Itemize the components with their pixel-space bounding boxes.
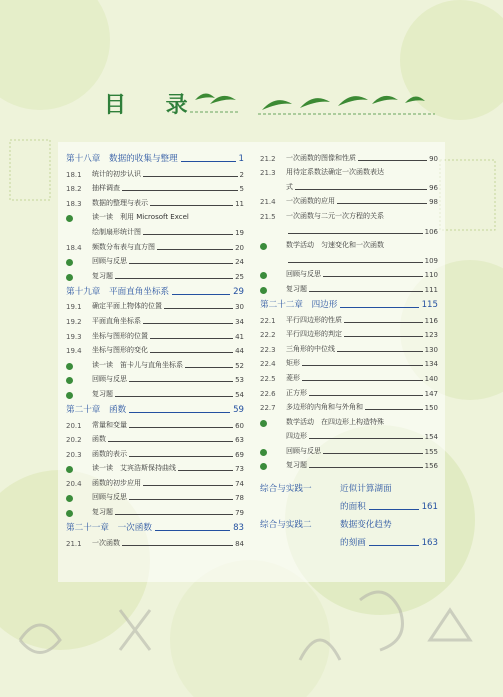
leader-line [150,205,233,206]
leader-line [143,176,238,177]
page-number: 98 [429,198,438,207]
leader-line [302,380,423,381]
entry-title: 函数的初步应用 [92,478,141,487]
entry-title: 数据的整理与表示 [92,198,148,207]
toc-entry[interactable] [260,192,438,207]
entry-title: 矩形 [286,359,300,368]
leaf-icon [66,274,92,281]
page-number: 63 [235,436,244,445]
entry-title: 平面直角坐标系 [92,316,141,325]
page-number: 79 [235,509,244,518]
leader-line [309,438,423,439]
toc-entry[interactable] [260,398,438,413]
toc-entry[interactable] [66,297,244,312]
entry-title: 复习题 [286,461,307,470]
leaf-icon-shape [66,466,73,473]
toc-entry[interactable] [260,163,438,178]
section-number: 20.3 [66,450,82,459]
page-number: 29 [233,286,244,297]
chapter-title: 第十八章 数据的收集与整理 [66,154,178,164]
toc-chapter[interactable] [66,517,244,533]
leader-line [115,514,233,515]
entry-title: 一次函数的应用 [286,197,335,206]
section-number: 18.4 [66,243,82,252]
page-number: 11 [235,199,244,208]
leader-line [108,441,233,442]
leader-line [115,396,233,397]
toc-entry[interactable] [66,444,244,459]
page-number: 69 [235,450,244,459]
section-number: 21.5 [260,212,276,221]
page-number: 96 [429,183,438,192]
page-number: 161 [421,502,438,513]
page-number: 84 [235,539,244,548]
toc-chapter[interactable] [66,399,244,415]
section-number: 18.2 [66,185,82,194]
section-number: 20.4 [66,479,82,488]
leader-line [358,160,427,161]
toc-entry[interactable] [66,326,244,341]
leader-line [340,307,418,308]
page-number: 59 [233,404,244,415]
leader-line [337,351,423,352]
practice-label: 综合与实践一 [260,484,312,495]
practice-title: 数据变化趋势 [340,520,392,531]
leader-line [323,453,423,454]
entry-title: 数学活动 在四边形上构造特殊 [286,417,384,426]
practice-entry[interactable] [260,512,438,530]
page-number: 130 [424,345,438,354]
page-number: 140 [424,374,438,383]
page-number: 147 [424,389,438,398]
leader-line [129,263,233,264]
entry-title: 正方形 [286,388,307,397]
entry-title: 函数 [92,435,106,444]
toc-entry[interactable] [260,177,438,192]
leader-line [129,412,230,413]
leader-line [157,249,233,250]
section-number: 22.3 [260,345,276,354]
practice-label: 综合与实践二 [260,520,312,531]
entry-title: 数学活动 匀速变化和一次函数 [286,241,384,250]
entry-title: 绘制扇形统计图 [92,227,141,236]
toc-entry[interactable] [66,430,244,445]
leader-line [309,467,423,468]
leaf-icon [66,363,92,370]
leaf-icon-shape [260,243,267,250]
toc-entry[interactable] [66,164,244,179]
leaf-icon-shape [260,272,267,279]
page-number: 154 [424,433,438,442]
page-number: 134 [424,360,438,369]
toc-entry[interactable] [260,250,438,265]
entry-title: 读一读 艾宾浩斯保持曲线 [92,464,176,473]
toc-entry[interactable] [260,339,438,354]
page-number: 111 [424,285,438,294]
entry-title: 一次函数 [92,538,120,547]
page-number: 41 [235,332,244,341]
toc-entry[interactable] [260,148,438,163]
toc-entry[interactable] [66,311,244,326]
leader-line [122,190,238,191]
entry-title: 平行四边形的性质 [286,315,342,324]
entry-title: 回顾与反思 [92,375,127,384]
entry-title: 坐标与图形的位置 [92,331,148,340]
entry-title: 菱形 [286,373,300,382]
page-number: 1 [238,154,244,164]
toc-entry[interactable] [260,221,438,236]
page-number: 83 [233,523,244,534]
leaf-icon-shape [66,215,73,222]
entry-title: 回顾与反思 [286,270,321,279]
entry-title: 坐标与图形的变化 [92,346,148,355]
entry-title: 一次函数与二元一次方程的关系 [286,211,384,220]
leaf-icon [260,420,286,427]
page-number: 156 [424,462,438,471]
entry-title: 回顾与反思 [92,257,127,266]
practice-entry[interactable] [260,476,438,494]
section-number: 21.4 [260,198,276,207]
toc-entry[interactable] [66,355,244,370]
leader-line [344,322,423,323]
leaf-icon [66,466,92,473]
leader-line [115,278,233,279]
page-number: 78 [235,494,244,503]
entry-title: 回顾与反思 [92,493,127,502]
leaf-icon [260,272,286,279]
toc-entry[interactable] [66,384,244,399]
leader-line [164,308,233,309]
leaf-icon-shape [260,287,267,294]
entry-title: 常量和变量 [92,420,127,429]
section-number: 20.1 [66,421,82,430]
leaf-icon [66,495,92,502]
leader-line [288,262,423,263]
leaf-icon [260,243,286,250]
section-number: 21.1 [66,539,82,548]
section-number: 22.2 [260,331,276,340]
entry-title: 回顾与反思 [286,446,321,455]
toc-entry[interactable] [66,193,244,208]
leader-line [143,485,233,486]
entry-title: 一次函数的图像和性质 [286,153,356,162]
leader-line [369,509,419,510]
toc-right-column [260,148,438,548]
toc-entry[interactable] [66,266,244,281]
section-number: 22.6 [260,389,276,398]
leader-line [172,294,230,295]
toc-entry[interactable] [260,427,438,442]
entry-title: 平行四边形的判定 [286,330,342,339]
page-number: 110 [424,271,438,280]
section-number: 20.2 [66,436,82,445]
leader-line [323,276,423,277]
page-number: 150 [424,404,438,413]
leader-line [129,499,233,500]
leaf-icon-shape [66,259,73,266]
toc-entry[interactable] [66,208,244,223]
page-number: 116 [424,316,438,325]
leader-line [185,367,233,368]
leaf-icon-shape [66,495,73,502]
leader-line [129,427,233,428]
leader-line [155,530,230,531]
toc-entry[interactable] [260,456,438,471]
section-number: 22.7 [260,404,276,413]
toc-entry[interactable] [66,459,244,474]
page-number: 155 [424,447,438,456]
page-number: 123 [424,331,438,340]
entry-title: 四边形 [286,432,307,441]
entry-title: 复习题 [286,284,307,293]
section-number: 22.5 [260,374,276,383]
leaf-icon-shape [66,363,73,370]
leader-line [143,323,233,324]
leader-line [365,409,423,410]
page-number: 74 [235,479,244,488]
toc-entry[interactable] [260,368,438,383]
toc-entry[interactable] [66,415,244,430]
leaf-icon-shape [260,420,267,427]
leader-line [369,545,419,546]
practice-title: 近似计算湖面 [340,484,392,495]
toc-entry[interactable] [66,502,244,517]
section-number: 19.2 [66,317,82,326]
page-number: 52 [235,361,244,370]
practice-entry-cont[interactable] [260,530,438,548]
leaf-icon [66,259,92,266]
section-number: 19.3 [66,332,82,341]
toc-entry[interactable] [66,252,244,267]
leader-line [302,365,423,366]
toc-entry[interactable] [66,533,244,548]
entry-title: 复习题 [92,508,113,517]
practice-title-cont: 的面积 [340,502,366,513]
page-title: 目 录 [104,92,204,118]
leader-line [178,470,233,471]
entry-title: 式 [286,182,293,191]
leaf-icon [66,392,92,399]
toc-left-column [66,148,244,548]
page-number: 115 [421,299,438,310]
entry-title: 三角形的中位线 [286,344,335,353]
entry-title: 读一读 笛卡儿与直角坐标系 [92,360,183,369]
practice-entry-cont[interactable] [260,494,438,512]
page-number: 60 [235,421,244,430]
entry-title: 读一读 利用 Microsoft Excel [92,213,189,222]
leaf-icon-shape [260,463,267,470]
leaf-icon [66,510,92,517]
entry-title: 频数分布表与直方图 [92,242,155,251]
page-number: 20 [235,243,244,252]
chapter-title: 第十九章 平面直角坐标系 [66,286,170,297]
entry-title: 多边形的内角和与外角和 [286,403,363,412]
leaf-icon-shape [66,274,73,281]
entry-title: 确定平面上物体的位置 [92,302,162,311]
page-number: 30 [235,303,244,312]
toc-entry[interactable] [66,179,244,194]
leaf-icon-shape [66,510,73,517]
leaf-icon [66,215,92,222]
leader-line [129,381,233,382]
toc-entry[interactable] [260,206,438,221]
toc-entry[interactable] [260,310,438,325]
page-number: 54 [235,390,244,399]
leaf-icon [66,377,92,384]
page-number: 24 [235,258,244,267]
page-number: 19 [235,228,244,237]
leaf-icon-shape [66,377,73,384]
chapter-title: 第二十一章 一次函数 [66,523,152,534]
page-number: 5 [239,185,244,194]
toc-entry[interactable] [260,279,438,294]
page-number: 106 [424,227,438,236]
toc-entry[interactable] [260,412,438,427]
toc-entry[interactable] [66,222,244,237]
page-number: 44 [235,347,244,356]
leaf-icon-shape [260,449,267,456]
leader-line [181,161,236,162]
section-number: 19.1 [66,303,82,312]
leader-line [337,203,427,204]
leader-line [344,336,423,337]
page-number: 25 [235,272,244,281]
leader-line [150,352,233,353]
section-number: 21.3 [260,169,276,178]
entry-title: 统计的初步认识 [92,169,141,178]
page-number: 109 [424,256,438,265]
entry-title: 复习题 [92,271,113,280]
leader-line [309,395,423,396]
page-number: 163 [421,538,438,549]
entry-title: 复习题 [92,389,113,398]
section-number: 21.2 [260,154,276,163]
section-number: 22.4 [260,360,276,369]
toc-entry[interactable] [66,370,244,385]
leaf-icon [260,287,286,294]
section-number: 18.1 [66,170,82,179]
toc-entry[interactable] [66,473,244,488]
toc-entry[interactable] [260,265,438,280]
leader-line [288,233,423,234]
toc-entry[interactable] [260,383,438,398]
leader-line [129,456,233,457]
page-number: 53 [235,376,244,385]
page-number: 2 [239,170,244,179]
section-number: 19.4 [66,347,82,356]
leaf-icon [260,449,286,456]
toc-chapter[interactable] [66,281,244,297]
leader-line [150,338,233,339]
page-number: 73 [235,465,244,474]
entry-title: 抽样调查 [92,184,120,193]
entry-title: 函数的表示 [92,449,127,458]
leader-line [309,291,423,292]
toc-entry[interactable] [66,237,244,252]
toc-chapter[interactable] [260,294,438,310]
section-number: 18.3 [66,199,82,208]
toc-chapter[interactable] [66,148,244,164]
entry-title: 用待定系数法确定一次函数表达 [286,168,384,177]
leaf-icon [260,463,286,470]
leader-line [295,189,427,190]
toc-entry[interactable] [260,236,438,251]
toc-entry[interactable] [260,441,438,456]
leader-line [143,234,233,235]
toc-entry[interactable] [260,325,438,340]
page-number: 34 [235,317,244,326]
practice-title-cont: 的刻画 [340,538,366,549]
toc-entry[interactable] [260,354,438,369]
leader-line [122,545,233,546]
chapter-title: 第二十章 函数 [66,404,127,415]
chapter-title: 第二十二章 四边形 [260,299,338,310]
toc-entry[interactable] [66,341,244,356]
section-number: 22.1 [260,316,276,325]
page-number: 90 [429,154,438,163]
toc-entry[interactable] [66,488,244,503]
leaf-icon-shape [66,392,73,399]
